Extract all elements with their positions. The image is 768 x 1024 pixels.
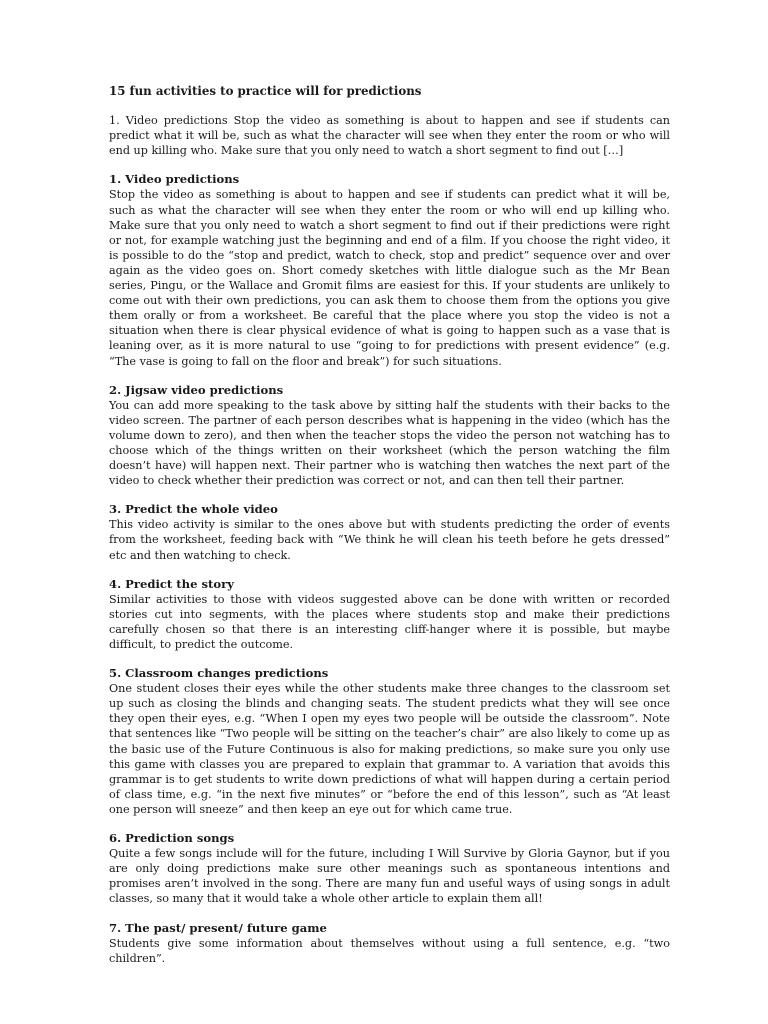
section-jigsaw-video-predictions xyxy=(109,383,670,489)
section-video-predictions xyxy=(109,172,670,368)
section-heading: 4. Predict the story xyxy=(109,576,234,591)
section-predict-whole-video xyxy=(109,502,670,562)
section-classroom-changes xyxy=(109,666,670,817)
section-body: Stop the video as something is about to happen and see if students can predict what it will be, such as what the character will see when they enter the room or who will end up killing who. Make sure that you only need to watch a short segment to find out if their predictions were right or not, for example watching just the beginning and end of a film. If you choose the right video, it is possible to do the “stop and predict, watch to check, stop and predict” sequence over and over again as the video goes on. Short comedy sketches with little dialogue such as the Mr Bean series, Pingu, or the Wallace and Gromit films are easiest for this. If your students are unlikely to come out with their own predictions, you can ask them to choose them from the options you give them orally or from a worksheet. Be careful that the place where you stop the video is not a situation when there is clear physical evidence of what is going to happen such as a vase that is leaning over, as it is more natural to use “going to for predictions with present evidence” (e.g. “The vase is going to fall on the floor and break”) for such situations. xyxy=(109,188,670,368)
section-past-present-future-game xyxy=(109,921,670,966)
section-body: Students give some information about themselves without using a full sentence, e.g. “two children”. xyxy=(109,936,670,965)
section-heading: 5. Classroom changes predictions xyxy=(109,666,329,681)
section-predict-the-story xyxy=(109,577,670,652)
section-body: This video activity is similar to the ones above but with students predicting the order of events from the worksheet, feeding back with “We think he will clean his teeth before he gets dressed” etc and then watching to check. xyxy=(109,518,670,562)
section-heading: 1. Video predictions xyxy=(109,172,240,187)
section-heading: 6. Prediction songs xyxy=(109,831,235,846)
document-title: 15 fun activities to practice will for predictions xyxy=(109,84,422,98)
section-heading: 3. Predict the whole video xyxy=(109,502,278,517)
section-heading: 7. The past/ present/ future game xyxy=(109,920,327,935)
intro-paragraph: 1. Video predictions Stop the video as something is about to happen and see if students can predict what it will be, such as what the character will see when they enter the room or who will end up killing who. Make sure that you only need to watch a short segment to find out […] xyxy=(109,114,670,158)
section-body: You can add more speaking to the task above by sitting half the students with their backs to the video screen. The partner of each person describes what is happening in the video (which has the volume down to zero), and then when the teacher stops the video the person not watching has to choose which of the things written on their worksheet (which the person watching the film doesn’t have) will happen next. Their partner who is watching then watches the next part of the video to check whether their prediction was correct or not, and can then tell their partner. xyxy=(109,398,670,488)
section-prediction-songs xyxy=(109,831,670,906)
section-body: One student closes their eyes while the other students make three changes to the classroom set up such as closing the blinds and changing seats. The student predicts what they will see once they open their eyes, e.g. “When I open my eyes two people will be outside the classroom”. Note that sentences like “Two people will be sitting on the teacher’s chair” are also likely to come up as the basic use of the Future Continuous is also for making predictions, so make sure you only use this game with classes you are prepared to explain that grammar to. A variation that avoids this grammar is to get students to write down predictions of what will happen during a certain period of class time, e.g. “in the next five minutes” or “before the end of this lesson”, such as “At least one person will sneeze” and then keep an eye out for which came true. xyxy=(109,682,670,816)
section-body: Similar activities to those with videos suggested above can be done with written or recorded stories cut into segments, with the places where students stop and make their predictions carefully chosen so that there is an interesting cliff-hanger where it is possible, but maybe difficult, to predict the outcome. xyxy=(109,592,670,651)
section-heading: 2. Jigsaw video predictions xyxy=(109,382,284,397)
section-body: Quite a few songs include will for the future, including I Will Survive by Gloria Gaynor, but if you are only doing predictions make sure other meanings such as spontaneous intentions and promises aren’t involved in the song. There are many fun and useful ways of using songs in adult classes, so many that it would take a whole other article to explain them all! xyxy=(109,847,670,906)
